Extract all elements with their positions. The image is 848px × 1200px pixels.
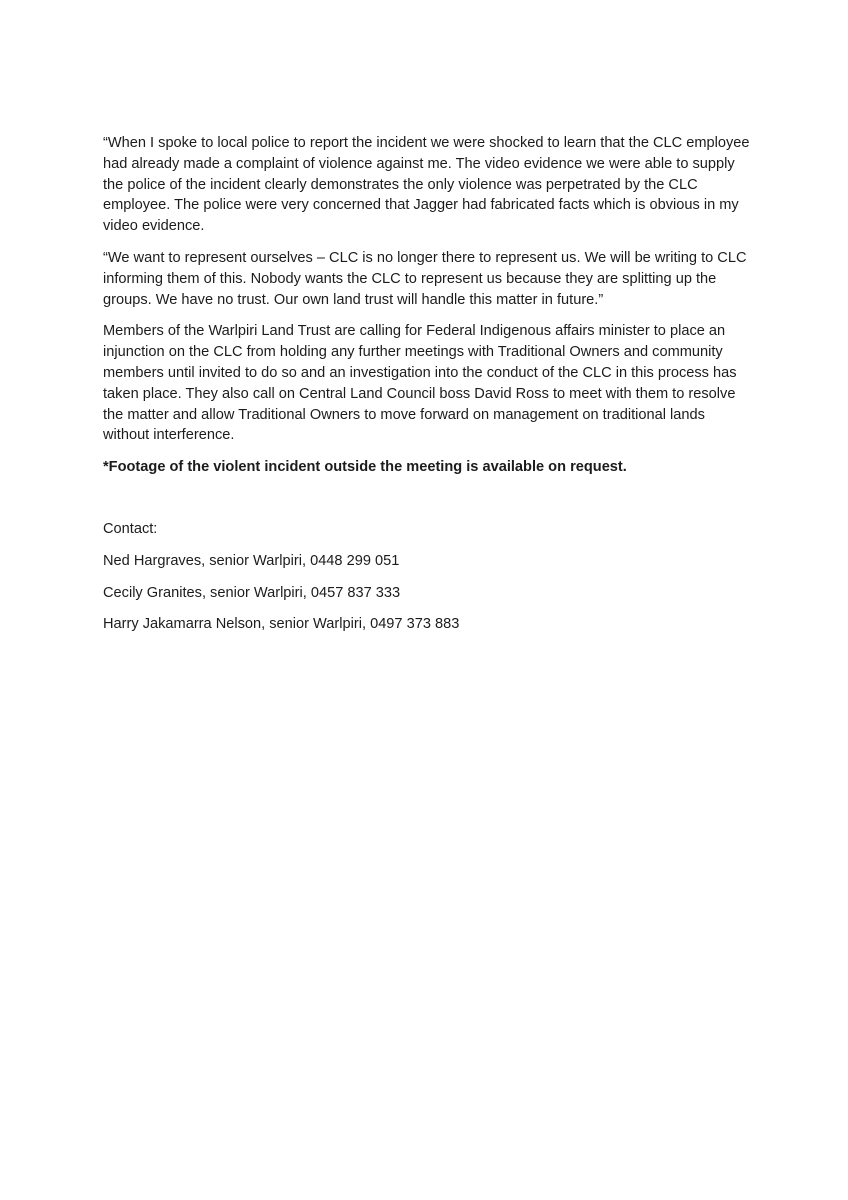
paragraph-police-statement: “When I spoke to local police to report the incident we were shocked to learn that the CLC employee had already made a complaint of violence against me. The video evidence we were able to supply the police of the incident clearly demonstrates the only violence was perpetrated by the CLC employee. The police were very concerned that Jagger had fabricated facts which is obvious in my video evidence. — [103, 135, 750, 235]
contact-item: Harry Jakamarra Nelson, senior Warlpiri, 0497 373 883 — [103, 616, 460, 633]
contact-label: Contact: — [103, 520, 158, 537]
paragraph-land-trust-call: Members of the Warlpiri Land Trust are calling for Federal Indigenous affairs minister to place an injunction on the CLC from holding any further meetings with Traditional Owners and community members until invited to do so and an investigation into the conduct of the CLC in this process has taken place. They also call on Central Land Council boss David Ross to meet with them to resolve the matter and allow Traditional Owners to move forward on management on traditional lands without interference. — [103, 323, 737, 444]
contact-item: Cecily Granites, senior Warlpiri, 0457 837 333 — [103, 584, 401, 601]
document-body — [103, 133, 751, 646]
footage-note: *Footage of the violent incident outside the meeting is available on request. — [103, 459, 627, 476]
paragraph-represent-ourselves: “We want to represent ourselves – CLC is no longer there to represent us. We will be writing to CLC informing them of this. Nobody wants the CLC to represent us because they are splitting up the groups. We have no trust. Our own land trust will handle this matter in future.” — [103, 249, 747, 308]
contact-item: Ned Hargraves, senior Warlpiri, 0448 299 051 — [103, 552, 400, 569]
